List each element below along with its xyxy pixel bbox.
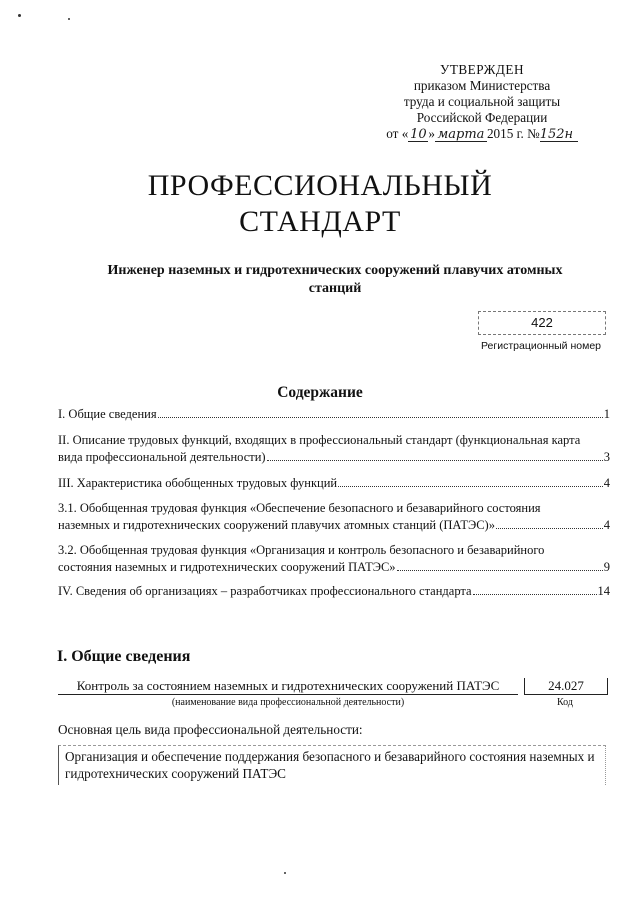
toc-item[interactable]: [58, 475, 610, 492]
toc-leader-dots: [267, 460, 603, 461]
toc-item-text: наземных и гидротехнических сооружений плавучих атомных станций (ПАТЭС)»: [58, 518, 495, 532]
approval-line: приказом Министерства: [413, 78, 551, 93]
goal-text-box: Организация и обеспечение поддержания безопасного и безаварийного состояния наземных и гидротехнических сооружений ПАТЭС: [58, 745, 606, 785]
document-title-line: СТАНДАРТ: [239, 205, 401, 238]
toc-item[interactable]: [58, 500, 610, 534]
toc-item-page: 4: [603, 476, 610, 490]
document-title: [0, 168, 640, 240]
date-mid: »: [428, 126, 435, 141]
approval-line: труда и социальной защиты: [403, 94, 561, 109]
toc-leader-dots: [397, 570, 603, 571]
scan-mark: [68, 18, 70, 20]
toc-item-page: 4: [603, 518, 610, 532]
toc-item-page: 9: [603, 560, 610, 574]
date-year: 2015 г. №: [486, 126, 540, 141]
handwritten-day: 10: [410, 127, 427, 142]
activity-name-field: Контроль за состоянием наземных и гидротехнических сооружений ПАТЭС: [58, 678, 518, 695]
toc-item-text: состояния наземных и гидротехнических сооружений ПАТЭС»: [58, 560, 396, 574]
toc-item-page: 3: [603, 450, 610, 464]
toc-item-text: IV. Сведения об организациях – разработчиках профессионального стандарта: [58, 584, 472, 598]
approval-block: [372, 62, 592, 142]
activity-name-caption: (наименование вида профессиональной деятельности): [171, 697, 405, 708]
scan-mark: [18, 14, 21, 17]
toc-item-page: 1: [603, 407, 610, 421]
activity-code-caption: Код: [557, 697, 573, 708]
toc-item-text: III. Характеристика обобщенных трудовых функций: [58, 476, 338, 490]
document-title-line: ПРОФЕССИОНАЛЬНЫЙ: [147, 169, 493, 202]
handwritten-month: марта: [435, 128, 487, 142]
document-subtitle: Инженер наземных и гидротехнических сооружений плавучих атомных станций: [107, 263, 563, 296]
section-title: I. Общие сведения: [57, 648, 191, 665]
activity-code-field: 24.027: [524, 678, 608, 695]
toc-leader-dots: [158, 417, 603, 418]
goal-label: Основная цель вида профессиональной деятельности:: [58, 722, 363, 737]
toc-item-text: 3.2. Обобщенная трудовая функция «Организация и контроль безопасного и безаварийного: [58, 543, 545, 557]
toc-item-text: II. Описание трудовых функций, входящих в профессиональный стандарт (функциональная карта: [58, 433, 581, 447]
handwritten-order-number: 152н: [540, 128, 578, 142]
toc-item-page: 14: [597, 584, 610, 598]
approval-line: Российской Федерации: [416, 110, 548, 125]
toc-item-text: I. Общие сведения: [58, 407, 157, 421]
toc-title: Содержание: [277, 384, 363, 401]
toc-item[interactable]: [58, 583, 610, 600]
registration-number-label: Регистрационный номер: [481, 340, 601, 352]
scan-mark: [284, 872, 286, 874]
toc-leader-dots: [496, 528, 603, 529]
toc-item[interactable]: [58, 432, 610, 466]
registration-number-box: 422: [478, 311, 606, 335]
toc-item[interactable]: [58, 406, 610, 423]
toc-item[interactable]: [58, 542, 610, 576]
toc-item-text: вида профессиональной деятельности): [58, 450, 266, 464]
approval-date-line: [372, 126, 592, 142]
toc-leader-dots: [473, 594, 597, 595]
date-prefix: от «: [386, 126, 409, 141]
toc-item-text: 3.1. Обобщенная трудовая функция «Обеспечение безопасного и безаварийного состояния: [58, 501, 541, 515]
approval-title: УТВЕРЖДЕН: [439, 62, 524, 77]
toc-leader-dots: [338, 486, 603, 487]
